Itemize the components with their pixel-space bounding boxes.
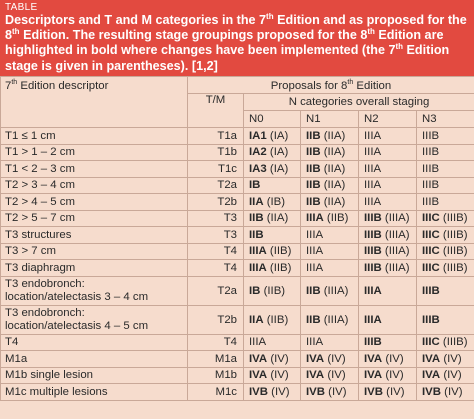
stage-new: IIB <box>306 313 321 326</box>
stage-previous: (IA) <box>266 129 289 142</box>
table-row <box>1 227 474 244</box>
stage-previous: (IIA) <box>320 146 346 159</box>
table-banner <box>0 0 474 76</box>
stage-new: IIIC <box>422 212 440 225</box>
stage-new: IVB <box>249 385 268 398</box>
stage-cell-n1 <box>301 128 359 145</box>
stage-cell-n1 <box>301 351 359 368</box>
stage-cell-n2 <box>359 128 417 145</box>
stage-cell-n0 <box>244 276 301 305</box>
header-n1: N1 <box>301 111 359 128</box>
stage-cell-n2 <box>359 243 417 260</box>
stage-previous: IIIA <box>306 228 324 241</box>
row-tm-category: T1c <box>188 161 244 178</box>
stage-new: IVB <box>364 385 383 398</box>
row-descriptor: T3 structures <box>1 227 188 244</box>
stage-previous: IIIA <box>364 179 382 192</box>
stage-previous: IIIA <box>306 245 324 258</box>
stage-cell-n1 <box>301 305 359 334</box>
row-descriptor: M1b single lesion <box>1 367 188 384</box>
stage-cell-n3 <box>417 305 474 334</box>
row-tm-category: T3 <box>188 210 244 227</box>
stage-previous: (IIA) <box>320 129 346 142</box>
stage-previous: IIIB <box>422 146 440 159</box>
row-descriptor: T3 diaphragm <box>1 260 188 277</box>
stage-cell-n3 <box>417 210 474 227</box>
stage-cell-n1 <box>301 243 359 260</box>
stage-cell-n2 <box>359 351 417 368</box>
stage-previous: (IIIA) <box>381 212 410 225</box>
table-row <box>1 334 474 351</box>
stage-cell-n0 <box>244 351 301 368</box>
table-row <box>1 128 474 145</box>
header-n-categories: N categories overall staging <box>244 94 474 111</box>
stage-previous: (IIB) <box>263 313 289 326</box>
stage-previous: (IA) <box>266 162 289 175</box>
row-tm-category: M1c <box>188 384 244 401</box>
table-row <box>1 384 474 401</box>
stage-cell-n0 <box>244 128 301 145</box>
stage-cell-n1 <box>301 210 359 227</box>
stage-cell-n0 <box>244 227 301 244</box>
row-tm-category: T2b <box>188 305 244 334</box>
stage-new: IIIC <box>422 228 440 241</box>
row-tm-category: T4 <box>188 260 244 277</box>
stage-cell-n3 <box>417 384 474 401</box>
stage-new: IB <box>249 284 261 297</box>
stage-new: IIB <box>306 284 321 297</box>
stage-previous: (IV) <box>325 385 347 398</box>
stage-previous: IIIB <box>422 195 440 208</box>
stage-new: IVA <box>306 369 325 382</box>
stage-cell-n3 <box>417 367 474 384</box>
stage-previous: IIIA <box>364 129 382 142</box>
stage-new: IVA <box>422 369 441 382</box>
stage-previous: IIIB <box>422 129 440 142</box>
stage-previous: (IV) <box>267 369 289 382</box>
row-tm-category: M1b <box>188 367 244 384</box>
stage-cell-n0 <box>244 243 301 260</box>
stage-cell-n3 <box>417 276 474 305</box>
header-tm: T/M <box>188 94 244 128</box>
stage-cell-n1 <box>301 161 359 178</box>
stage-cell-n1 <box>301 384 359 401</box>
stage-new: IIIA <box>306 212 324 225</box>
stage-previous: (IIIB) <box>439 261 468 274</box>
stage-cell-n2 <box>359 384 417 401</box>
stage-new: IVA <box>249 369 268 382</box>
row-descriptor: T3 endobronch: location/atelectasis 4 – 5 cm <box>1 305 188 334</box>
stage-previous: (IB) <box>263 195 286 208</box>
stage-new: IIA <box>249 195 264 208</box>
stage-previous: IIIA <box>364 146 382 159</box>
row-descriptor: T2 > 4 – 5 cm <box>1 194 188 211</box>
stage-cell-n3 <box>417 243 474 260</box>
stage-new: IIB <box>306 146 321 159</box>
stage-cell-n3 <box>417 161 474 178</box>
stage-new: IIIC <box>422 336 440 349</box>
stage-new: IIIA <box>249 245 267 258</box>
stage-new: IIIA <box>364 313 382 326</box>
stage-new: IVB <box>306 385 325 398</box>
stage-new: IVA <box>422 352 441 365</box>
table-row <box>1 144 474 161</box>
stage-previous: IIIA <box>249 336 267 349</box>
row-descriptor: M1c multiple lesions <box>1 384 188 401</box>
stage-cell-n0 <box>244 334 301 351</box>
stage-new: IIIC <box>422 261 440 274</box>
stage-cell-n0 <box>244 210 301 227</box>
stage-new: IIA <box>249 313 264 326</box>
stage-cell-n3 <box>417 194 474 211</box>
row-descriptor: T1 < 2 – 3 cm <box>1 161 188 178</box>
stage-new: IIIB <box>422 313 440 326</box>
row-descriptor: T2 > 3 – 4 cm <box>1 177 188 194</box>
stage-previous: (IIIB) <box>439 228 468 241</box>
stage-previous: IIIA <box>364 195 382 208</box>
staging-table <box>0 76 474 401</box>
row-descriptor: T2 > 5 – 7 cm <box>1 210 188 227</box>
stage-previous: (IV) <box>382 352 404 365</box>
table-label: TABLE <box>5 2 38 13</box>
stage-cell-n1 <box>301 177 359 194</box>
stage-previous: IIIA <box>364 162 382 175</box>
stage-new: IVB <box>422 385 441 398</box>
stage-previous: (IV) <box>440 369 462 382</box>
row-descriptor: T3 > 7 cm <box>1 243 188 260</box>
stage-cell-n3 <box>417 227 474 244</box>
stage-cell-n3 <box>417 351 474 368</box>
stage-new: IA1 <box>249 129 267 142</box>
header-descriptor: 7th Edition descriptor <box>1 77 188 128</box>
stage-cell-n2 <box>359 305 417 334</box>
stage-cell-n2 <box>359 367 417 384</box>
stage-cell-n3 <box>417 334 474 351</box>
stage-new: IB <box>249 179 261 192</box>
stage-cell-n0 <box>244 144 301 161</box>
row-descriptor: T1 > 1 – 2 cm <box>1 144 188 161</box>
stage-previous: IIIA <box>306 336 324 349</box>
stage-new: IIIB <box>364 212 382 225</box>
stage-cell-n0 <box>244 367 301 384</box>
stage-previous: (IIIA) <box>381 228 410 241</box>
table-row <box>1 243 474 260</box>
stage-new: IIIB <box>364 245 382 258</box>
stage-cell-n2 <box>359 210 417 227</box>
stage-new: IIIB <box>364 228 382 241</box>
stage-previous: (IIB) <box>260 284 286 297</box>
stage-previous: (IV) <box>267 352 289 365</box>
stage-cell-n2 <box>359 177 417 194</box>
stage-previous: IIIB <box>422 162 440 175</box>
stage-new: IIIA <box>364 284 382 297</box>
stage-previous: (IIIB) <box>439 212 468 225</box>
stage-previous: (IIA) <box>263 212 289 225</box>
stage-new: IVA <box>364 369 383 382</box>
table-row <box>1 260 474 277</box>
table-body <box>1 128 474 401</box>
stage-previous: (IV) <box>324 352 346 365</box>
stage-previous: (IIIB) <box>439 336 468 349</box>
table-row <box>1 210 474 227</box>
stage-cell-n1 <box>301 367 359 384</box>
stage-previous: (IIIA) <box>320 284 349 297</box>
stage-previous: (IIIA) <box>381 261 410 274</box>
stage-cell-n1 <box>301 194 359 211</box>
stage-previous: (IV) <box>268 385 290 398</box>
row-tm-category: T2b <box>188 194 244 211</box>
table-row <box>1 367 474 384</box>
stage-previous: (IIA) <box>320 179 346 192</box>
stage-cell-n2 <box>359 194 417 211</box>
stage-cell-n0 <box>244 260 301 277</box>
stage-new: IIIB <box>364 261 382 274</box>
stage-new: IIIA <box>249 261 267 274</box>
table-caption: Descriptors and T and M categories in the 7th Edition and as proposed for the 8th Edition. The resulting stage groupings proposed for the 8th Edition are highlighted in bold where changes have been implemented (the 7th Edition stage is given in parentheses). [1,2] <box>5 11 467 73</box>
table-row <box>1 305 474 334</box>
stage-previous: (IV) <box>440 352 462 365</box>
stage-cell-n0 <box>244 161 301 178</box>
row-tm-category: T3 <box>188 227 244 244</box>
table-row <box>1 351 474 368</box>
row-tm-category: T4 <box>188 243 244 260</box>
stage-new: IA3 <box>249 162 267 175</box>
row-tm-category: T1a <box>188 128 244 145</box>
header-n2: N2 <box>359 111 417 128</box>
stage-cell-n0 <box>244 194 301 211</box>
stage-new: IVA <box>364 352 383 365</box>
row-descriptor: M1a <box>1 351 188 368</box>
stage-new: IVA <box>306 352 325 365</box>
stage-previous: (IA) <box>266 146 289 159</box>
stage-cell-n1 <box>301 144 359 161</box>
header-n3: N3 <box>417 111 474 128</box>
stage-cell-n1 <box>301 276 359 305</box>
stage-cell-n2 <box>359 334 417 351</box>
stage-new: IIB <box>306 162 321 175</box>
stage-cell-n3 <box>417 144 474 161</box>
stage-previous: (IV) <box>383 385 405 398</box>
stage-cell-n0 <box>244 177 301 194</box>
stage-cell-n3 <box>417 128 474 145</box>
stage-cell-n2 <box>359 144 417 161</box>
row-tm-category: T2a <box>188 276 244 305</box>
row-tm-category: T2a <box>188 177 244 194</box>
stage-previous: (IIB) <box>266 245 292 258</box>
stage-cell-n1 <box>301 227 359 244</box>
stage-previous: (IIIB) <box>439 245 468 258</box>
stage-cell-n2 <box>359 276 417 305</box>
stage-previous: (IIIA) <box>381 245 410 258</box>
row-descriptor: T3 endobronch: location/atelectasis 3 – 4 cm <box>1 276 188 305</box>
table-row <box>1 194 474 211</box>
stage-previous: (IV) <box>324 369 346 382</box>
stage-cell-n0 <box>244 305 301 334</box>
stage-cell-n1 <box>301 260 359 277</box>
stage-cell-n2 <box>359 260 417 277</box>
stage-cell-n0 <box>244 384 301 401</box>
stage-cell-n1 <box>301 334 359 351</box>
row-descriptor: T4 <box>1 334 188 351</box>
table-row <box>1 276 474 305</box>
stage-cell-n3 <box>417 260 474 277</box>
stage-previous: (IIB) <box>323 212 349 225</box>
stage-previous: (IIB) <box>266 261 292 274</box>
stage-previous: (IV) <box>382 369 404 382</box>
stage-previous: IIIB <box>422 179 440 192</box>
row-tm-category: T4 <box>188 334 244 351</box>
stage-previous: IIIA <box>306 261 324 274</box>
stage-previous: (IIIA) <box>320 313 349 326</box>
row-tm-category: T1b <box>188 144 244 161</box>
stage-previous: (IIA) <box>320 195 346 208</box>
table-row <box>1 177 474 194</box>
stage-new: IIB <box>306 195 321 208</box>
stage-cell-n2 <box>359 227 417 244</box>
stage-previous: (IIA) <box>320 162 346 175</box>
row-descriptor: T1 ≤ 1 cm <box>1 128 188 145</box>
row-tm-category: M1a <box>188 351 244 368</box>
header-proposals: Proposals for 8th Edition <box>188 77 474 94</box>
stage-new: IIB <box>306 179 321 192</box>
stage-new: IIIB <box>422 284 440 297</box>
table-row <box>1 161 474 178</box>
stage-previous: (IV) <box>441 385 463 398</box>
stage-new: IVA <box>249 352 268 365</box>
stage-cell-n3 <box>417 177 474 194</box>
stage-new: IIB <box>306 129 321 142</box>
stage-new: IIB <box>249 228 264 241</box>
stage-new: IIIC <box>422 245 440 258</box>
stage-new: IIB <box>249 212 264 225</box>
header-n0: N0 <box>244 111 301 128</box>
stage-new: IIIB <box>364 336 382 349</box>
stage-new: IA2 <box>249 146 267 159</box>
stage-cell-n2 <box>359 161 417 178</box>
